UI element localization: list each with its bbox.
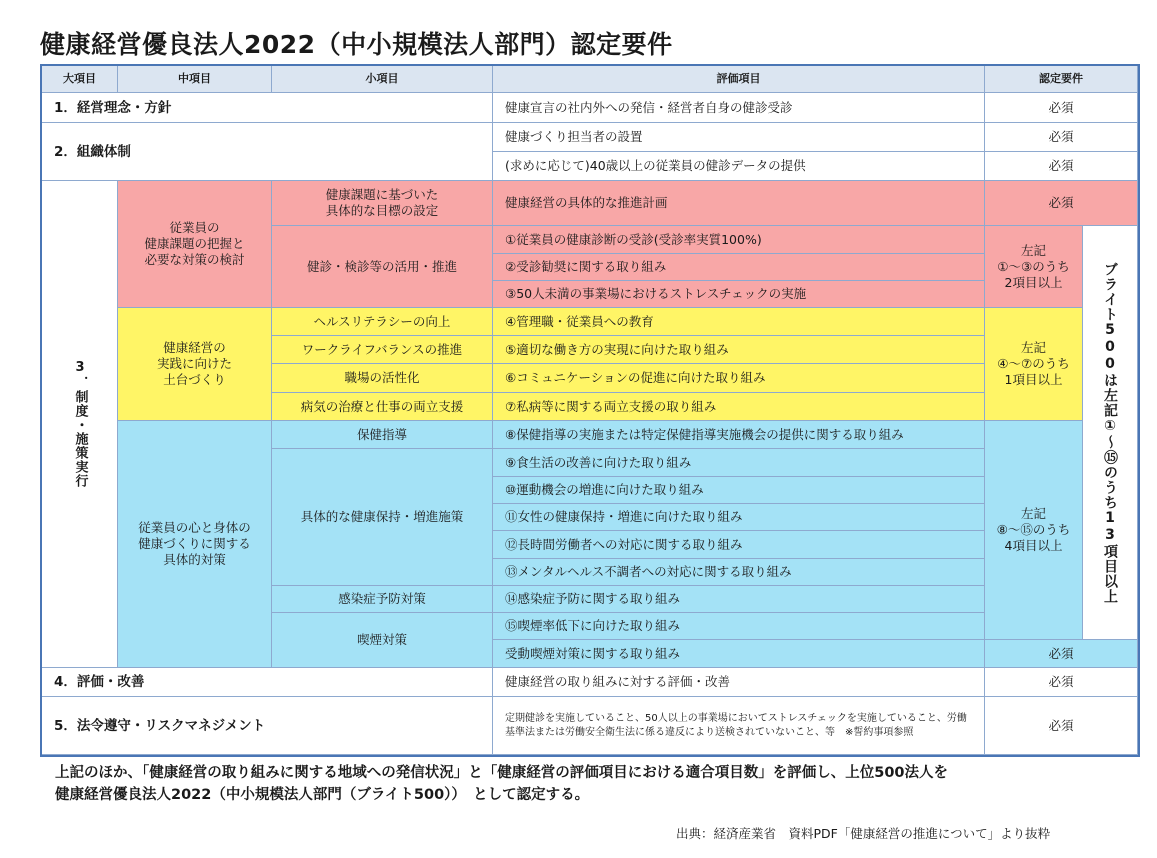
- evaluation-item: ⑩運動機会の増進に向けた取り組み: [493, 477, 985, 504]
- evaluation-item: ⑦私病等に関する両立支援の取り組み: [493, 393, 985, 421]
- requirement-cell: 必須: [985, 152, 1138, 181]
- subitem-label: 感染症予防対策: [272, 586, 493, 613]
- subitem-label: ヘルスリテラシーの向上: [272, 308, 493, 336]
- footer-note-line: 健康経営優良法人2022（中小規模法人部門（ブライト500）） として認定する。: [55, 787, 590, 803]
- requirement-cell: 必須: [985, 668, 1138, 697]
- requirement-cell: 必須: [985, 640, 1138, 668]
- header-middle: 中項目: [118, 66, 272, 93]
- evaluation-item: ④管理職・従業員への教育: [493, 308, 985, 336]
- section-3-label-text: 3．制度・施策実行: [72, 360, 88, 488]
- evaluation-item: 定期健診を実施していること、50人以上の事業場においてストレスチェックを実施していること、労働 基準法または労働安全衛生法に係る違反により送検されていないこと、等 ※誓約事項参照: [493, 697, 985, 755]
- subitem-label: 健康課題に基づいた 具体的な目標の設定: [272, 181, 493, 226]
- header-requirement: 認定要件: [985, 66, 1138, 93]
- evaluation-item: ⑮喫煙率低下に向けた取り組み: [493, 613, 985, 640]
- evaluation-item: ⑪女性の健康保持・増進に向けた取り組み: [493, 504, 985, 531]
- group-foundation-label: 健康経営の 実践に向けた 土台づくり: [118, 308, 272, 421]
- requirement-cell: 必須: [985, 123, 1138, 152]
- evaluation-item: 健康宣言の社内外への発信・経営者自身の健診受診: [493, 93, 985, 123]
- requirement-cell: 左記 ①～③のうち 2項目以上: [985, 226, 1083, 308]
- evaluation-item: ③50人未満の事業場におけるストレスチェックの実施: [493, 281, 985, 308]
- header-major: 大項目: [42, 66, 118, 93]
- section-4-label: 4．評価・改善: [42, 668, 493, 697]
- requirement-cell: 左記 ④～⑦のうち 1項目以上: [985, 308, 1083, 421]
- subitem-label: ワークライフバランスの推進: [272, 336, 493, 364]
- subitem-label: 具体的な健康保持・増進施策: [272, 449, 493, 586]
- header-minor: 小項目: [272, 66, 493, 93]
- section-2-label: 2．組織体制: [42, 123, 493, 181]
- subitem-label: 喫煙対策: [272, 613, 493, 668]
- header-evaluation: 評価項目: [493, 66, 985, 93]
- evaluation-item: ⑤適切な働き方の実現に向けた取り組み: [493, 336, 985, 364]
- evaluation-item: ①従業員の健康診断の受診(受診率実質100%): [493, 226, 985, 254]
- section-3-label: [42, 181, 118, 668]
- evaluation-item: ⑥コミュニケーションの促進に向けた取り組み: [493, 364, 985, 393]
- requirement-cell: 左記 ⑧～⑮のうち 4項目以上: [985, 421, 1083, 640]
- requirements-table: [42, 66, 1138, 755]
- bright-500-note: [1083, 226, 1138, 640]
- evaluation-item: (求めに応じて)40歳以上の従業員の健診データの提供: [493, 152, 985, 181]
- footer-note: [55, 762, 948, 806]
- page-title: 健康経営優良法人2022（中小規模法人部門）認定要件: [40, 30, 673, 59]
- footer-note-line: 上記のほか、「健康経営の取り組みに関する地域への発信状況」と「健康経営の評価項目における適合項目数」を評価し、上位500法人を: [55, 765, 949, 781]
- evaluation-item: ⑨食生活の改善に向けた取り組み: [493, 449, 985, 477]
- source-citation: 出典：経済産業省 資料PDF「健康経営の推進について」より抜粋: [676, 826, 1051, 841]
- evaluation-item: ②受診勧奨に関する取り組み: [493, 254, 985, 281]
- group-mind-body-label: 従業員の心と身体の 健康づくりに関する 具体的対策: [118, 421, 272, 668]
- evaluation-item: ⑬メンタルヘルス不調者への対応に関する取り組み: [493, 559, 985, 586]
- evaluation-item: ⑫長時間労働者への対応に関する取り組み: [493, 531, 985, 559]
- requirement-cell: 必須: [985, 181, 1138, 226]
- bright-500-note-text: ブライト500は左記①～⑮のうち13項目以上: [1102, 261, 1118, 604]
- section-1-label: 1．経営理念・方針: [42, 93, 493, 123]
- subitem-label: 保健指導: [272, 421, 493, 449]
- evaluation-item: 健康経営の取り組みに対する評価・改善: [493, 668, 985, 697]
- section-5-label: 5．法令遵守・リスクマネジメント: [42, 697, 493, 755]
- requirement-cell: 必須: [985, 93, 1138, 123]
- group-health-issues-label: 従業員の 健康課題の把握と 必要な対策の検討: [118, 181, 272, 308]
- evaluation-item: 健康経営の具体的な推進計画: [493, 181, 985, 226]
- evaluation-item: 健康づくり担当者の設置: [493, 123, 985, 152]
- requirement-cell: 必須: [985, 697, 1138, 755]
- evaluation-item: ⑧保健指導の実施または特定保健指導実施機会の提供に関する取り組み: [493, 421, 985, 449]
- subitem-label: 病気の治療と仕事の両立支援: [272, 393, 493, 421]
- evaluation-item: 受動喫煙対策に関する取り組み: [493, 640, 985, 668]
- subitem-label: 職場の活性化: [272, 364, 493, 393]
- subitem-label: 健診・検診等の活用・推進: [272, 226, 493, 308]
- evaluation-item: ⑭感染症予防に関する取り組み: [493, 586, 985, 613]
